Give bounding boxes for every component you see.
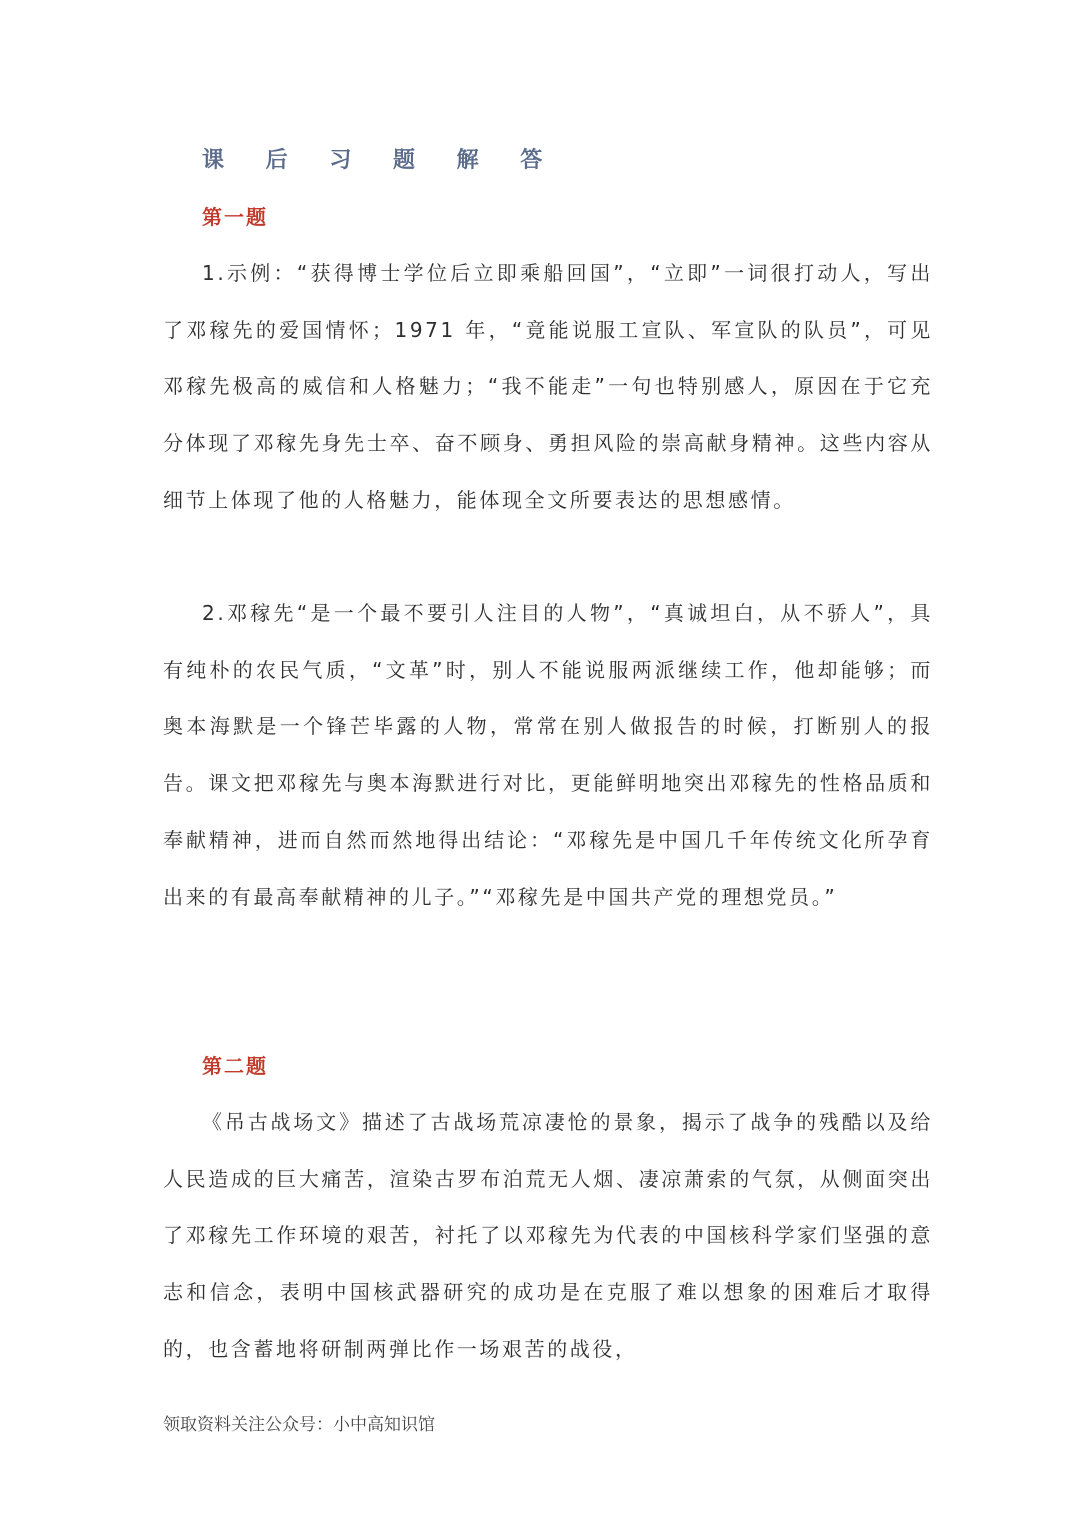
section-2-paragraph-1: 《吊古战场文》描述了古战场荒凉凄怆的景象，揭示了战争的残酷以及给人民造成的巨大痛苦，渲染古罗布泊荒无人烟、凄凉萧索的气氛，从侧面突出了邓稼先工作环境的艰苦，衬托了以邓稼先为代表的中国核科学家们坚强的意志和信念，表明中国核武器研究的成功是在克服了难以想象的困难后才取得的，也含蓄地将研制两弹比作一场艰苦的战役， (163, 1110, 933, 1361)
section-title-2: 第二题 (202, 1054, 268, 1078)
section-title-1: 第一题 (202, 205, 268, 229)
section-1-paragraph-1: 1.示例：“获得博士学位后立即乘船回国”，“立即”一词很打动人，写出了邓稼先的爱国情怀；1971 年，“竟能说服工宣队、军宣队的队员”，可见邓稼先极高的威信和人格魅力；“我不能走”一句也特别感人，原因在于它充分体现了邓稼先身先士卒、奋不顾身、勇担风险的崇高献身精神。这些内容从细节上体现了他的人格魅力，能体现全文所要表达的思想感情。 (163, 261, 933, 512)
section-1-paragraph-2: 2.邓稼先“是一个最不要引人注目的人物”，“真诚坦白，从不骄人”，具有纯朴的农民气质，“文革”时，别人不能说服两派继续工作，他却能够；而奥本海默是一个锋芒毕露的人物，常常在别人做报告的时候，打断别人的报告。课文把邓稼先与奥本海默进行对比，更能鲜明地突出邓稼先的性格品质和奉献精神，进而自然而然地得出结论：“邓稼先是中国几千年传统文化所孕育出来的有最高奉献精神的儿子。”“邓稼先是中国共产党的理想党员。” (163, 601, 933, 909)
page-title: 课 后 习 题 解 答 (202, 148, 560, 173)
footer-note: 领取资料关注公众号：小中高知识馆 (163, 1415, 435, 1435)
